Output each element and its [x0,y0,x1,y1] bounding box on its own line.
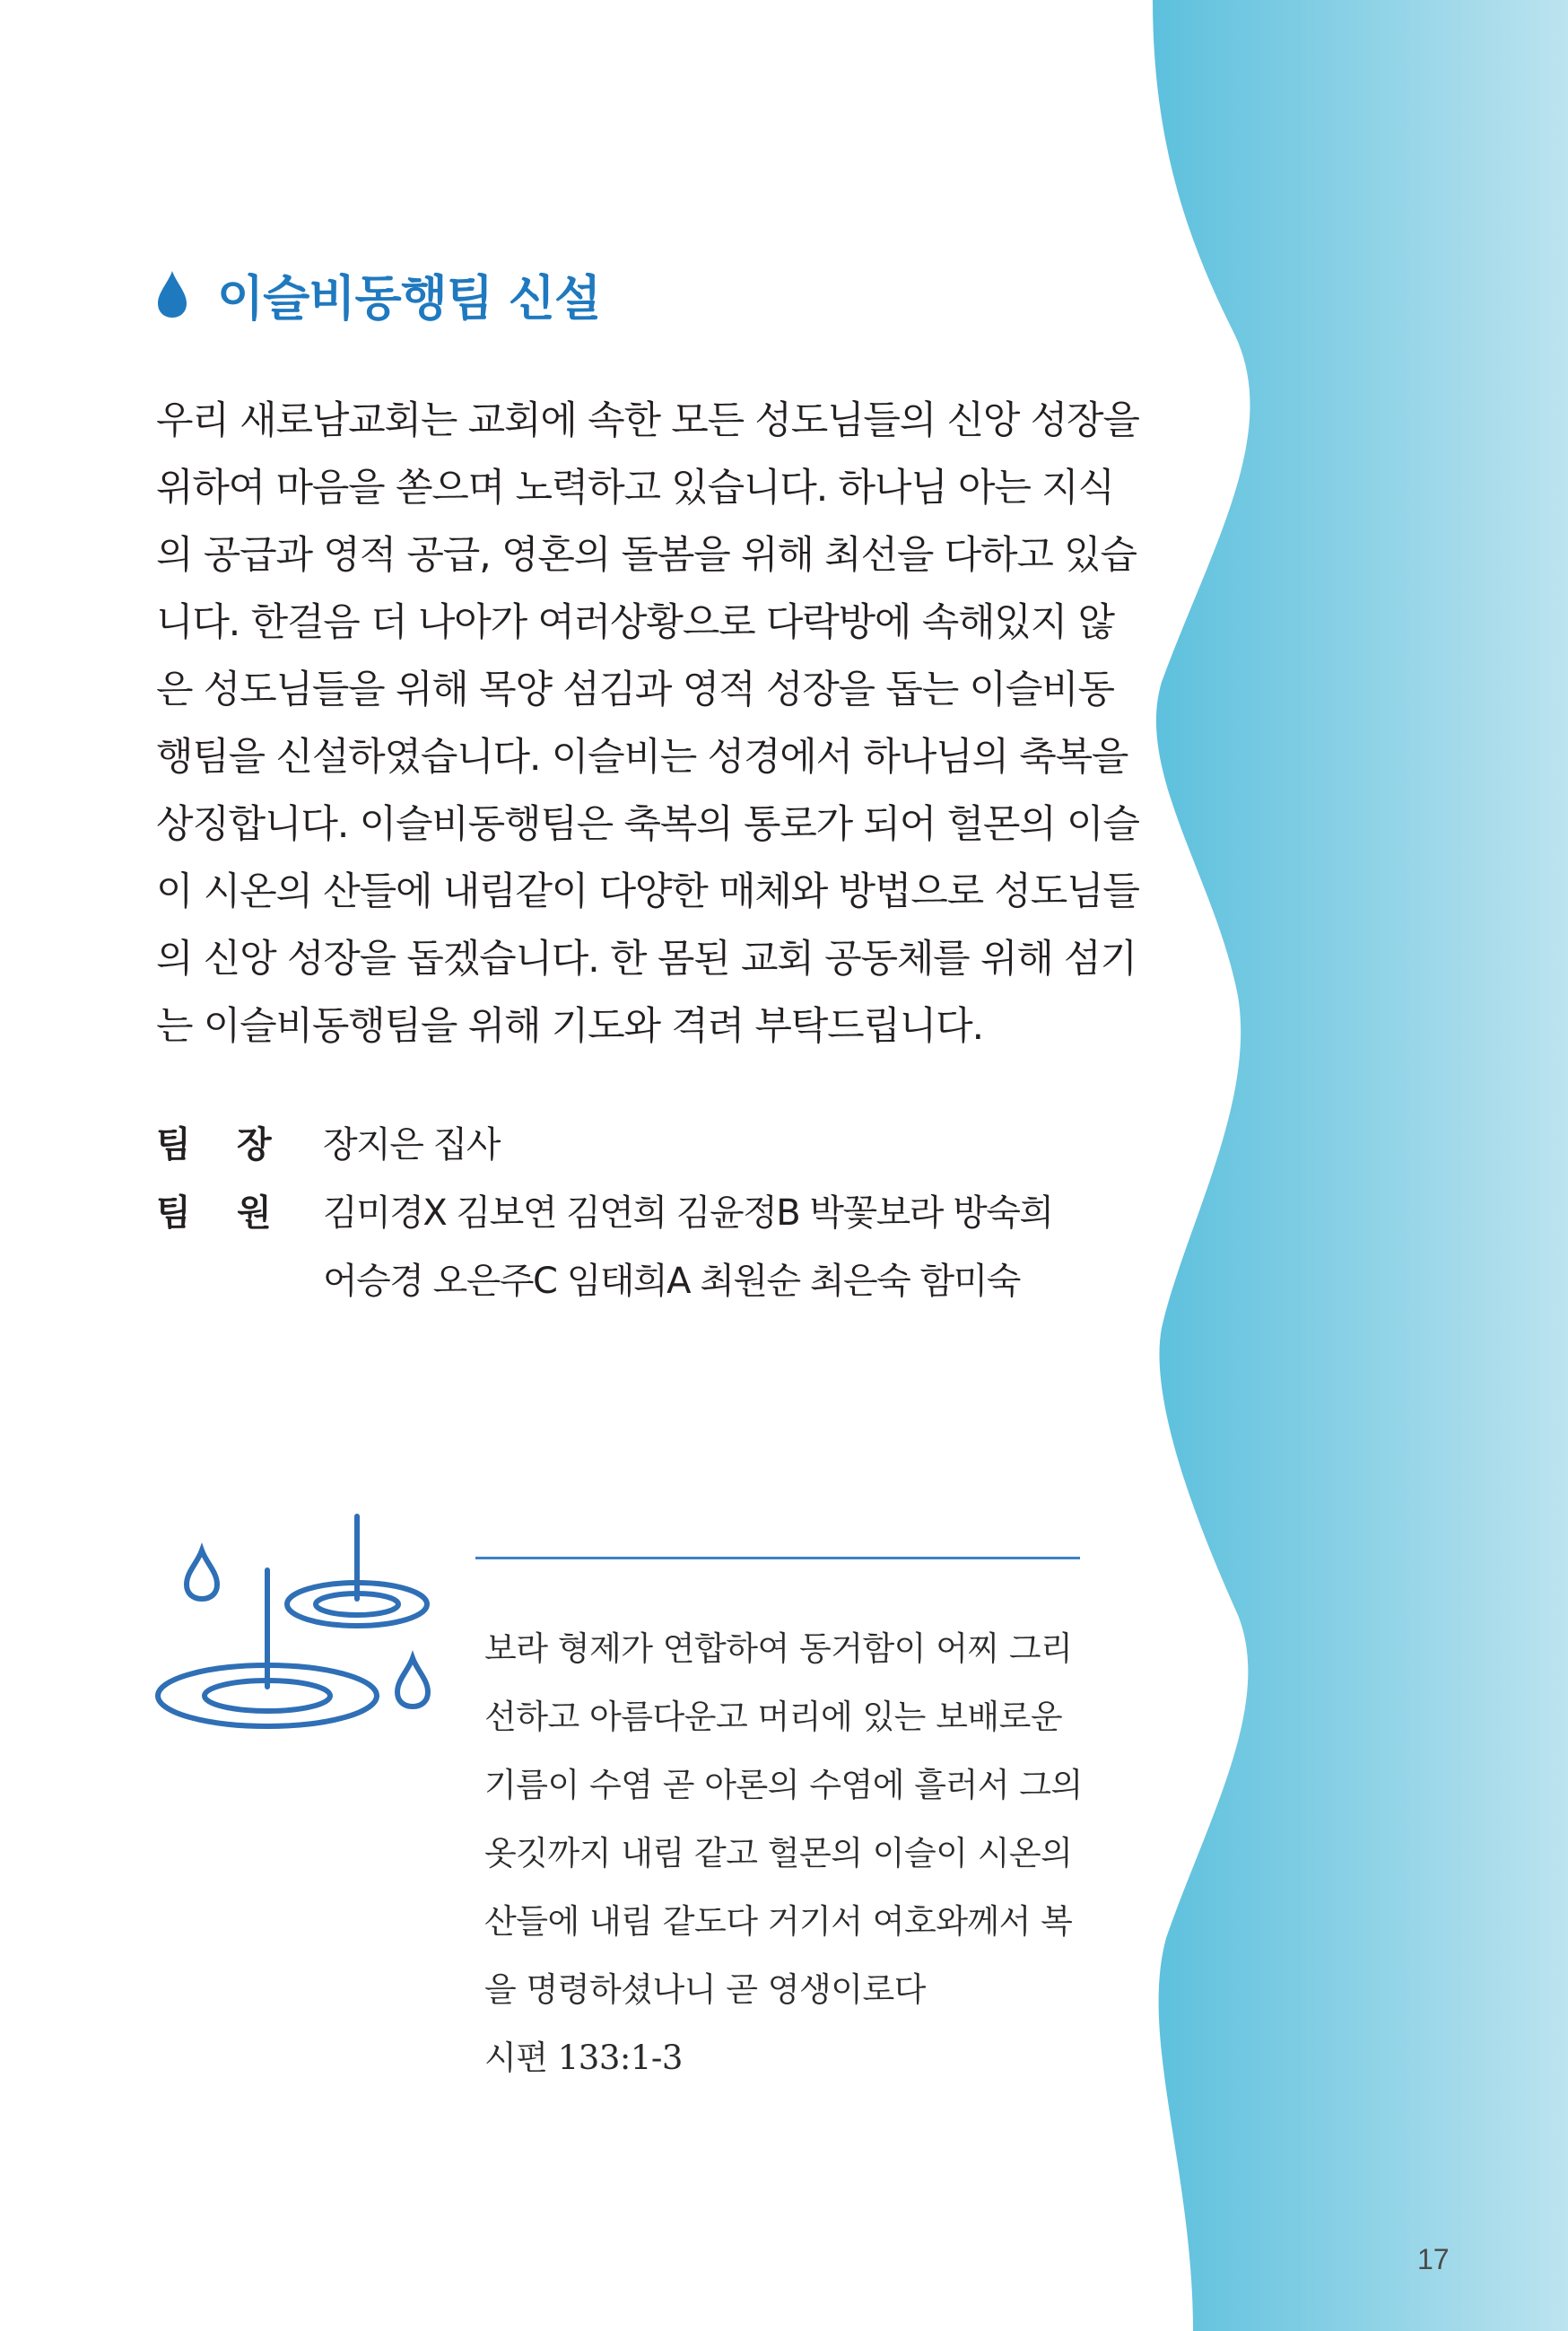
body-line: 의 신앙 성장을 돕겠습니다. 한 몸된 교회 공동체를 위해 섬기 [156,937,1137,982]
body-line: 이 시온의 산들에 내림같이 다양한 매체와 방법으로 성도님들 [156,869,1139,914]
raindrop-ripple-icon [152,1507,449,1741]
page-number: 17 [1417,2243,1450,2275]
verse-line: 산들에 내림 같도다 거기서 여호와께서 복 [484,1902,1073,1941]
team-leader-row [156,1111,1053,1179]
divider-line [475,1557,1080,1559]
body-line: 의 공급과 영적 공급, 영혼의 돌봄을 위해 최선을 다하고 있습 [156,533,1137,578]
team-member-row [156,1247,1053,1315]
verse-line: 기름이 수염 곧 아론의 수염에 흘러서 그의 [484,1766,1083,1804]
verse-reference: 시편 133:1-3 [484,2039,683,2077]
verse-line: 선하고 아름다운고 머리에 있는 보배로운 [484,1698,1063,1736]
body-line: 니다. 한걸음 더 나아가 여러상황으로 다락방에 속해있지 않 [156,600,1114,645]
body-line: 는 이슬비동행팀을 위해 기도와 격려 부탁드립니다. [156,1004,983,1049]
team-member-names: 어승경 오은주C 임태희A 최원순 최은숙 함미숙 [323,1261,1020,1302]
body-paragraph [156,388,1139,1061]
body-line: 은 성도님들을 위해 목양 섬김과 영적 성장을 돕는 이슬비동 [156,668,1114,712]
verse-line: 보라 형제가 연합하여 동거함이 어찌 그리 [484,1629,1073,1668]
team-leader-names: 장지은 집사 [323,1124,500,1166]
section-title: 이슬비동행팀 신설 [217,269,601,327]
verse-line: 을 명령하셨나니 곧 영생이로다 [484,1970,926,2009]
scripture-verse [484,1615,1094,2092]
team-member-label: 팀 원 [156,1192,272,1234]
section-heading [154,262,600,327]
body-line: 행팀을 신설하였습니다. 이슬비는 성경에서 하나님의 축복을 [156,735,1128,780]
verse-line: 옷깃까지 내림 같고 헐몬의 이슬이 시온의 [484,1834,1073,1873]
team-member-names: 김미경X 김보연 김연희 김윤정B 박꽃보라 방숙희 [323,1192,1053,1234]
water-drop-icon [154,269,190,319]
body-line: 위하여 마음을 쏟으며 노력하고 있습니다. 하나님 아는 지식 [156,466,1114,511]
body-line: 우리 새로남교회는 교회에 속한 모든 성도님들의 신앙 성장을 [156,398,1139,443]
body-line: 상징합니다. 이슬비동행팀은 축복의 통로가 되어 헐몬의 이슬 [156,802,1139,847]
team-roster [156,1111,1053,1315]
team-member-row [156,1179,1053,1247]
team-leader-label: 팀 장 [156,1124,272,1166]
